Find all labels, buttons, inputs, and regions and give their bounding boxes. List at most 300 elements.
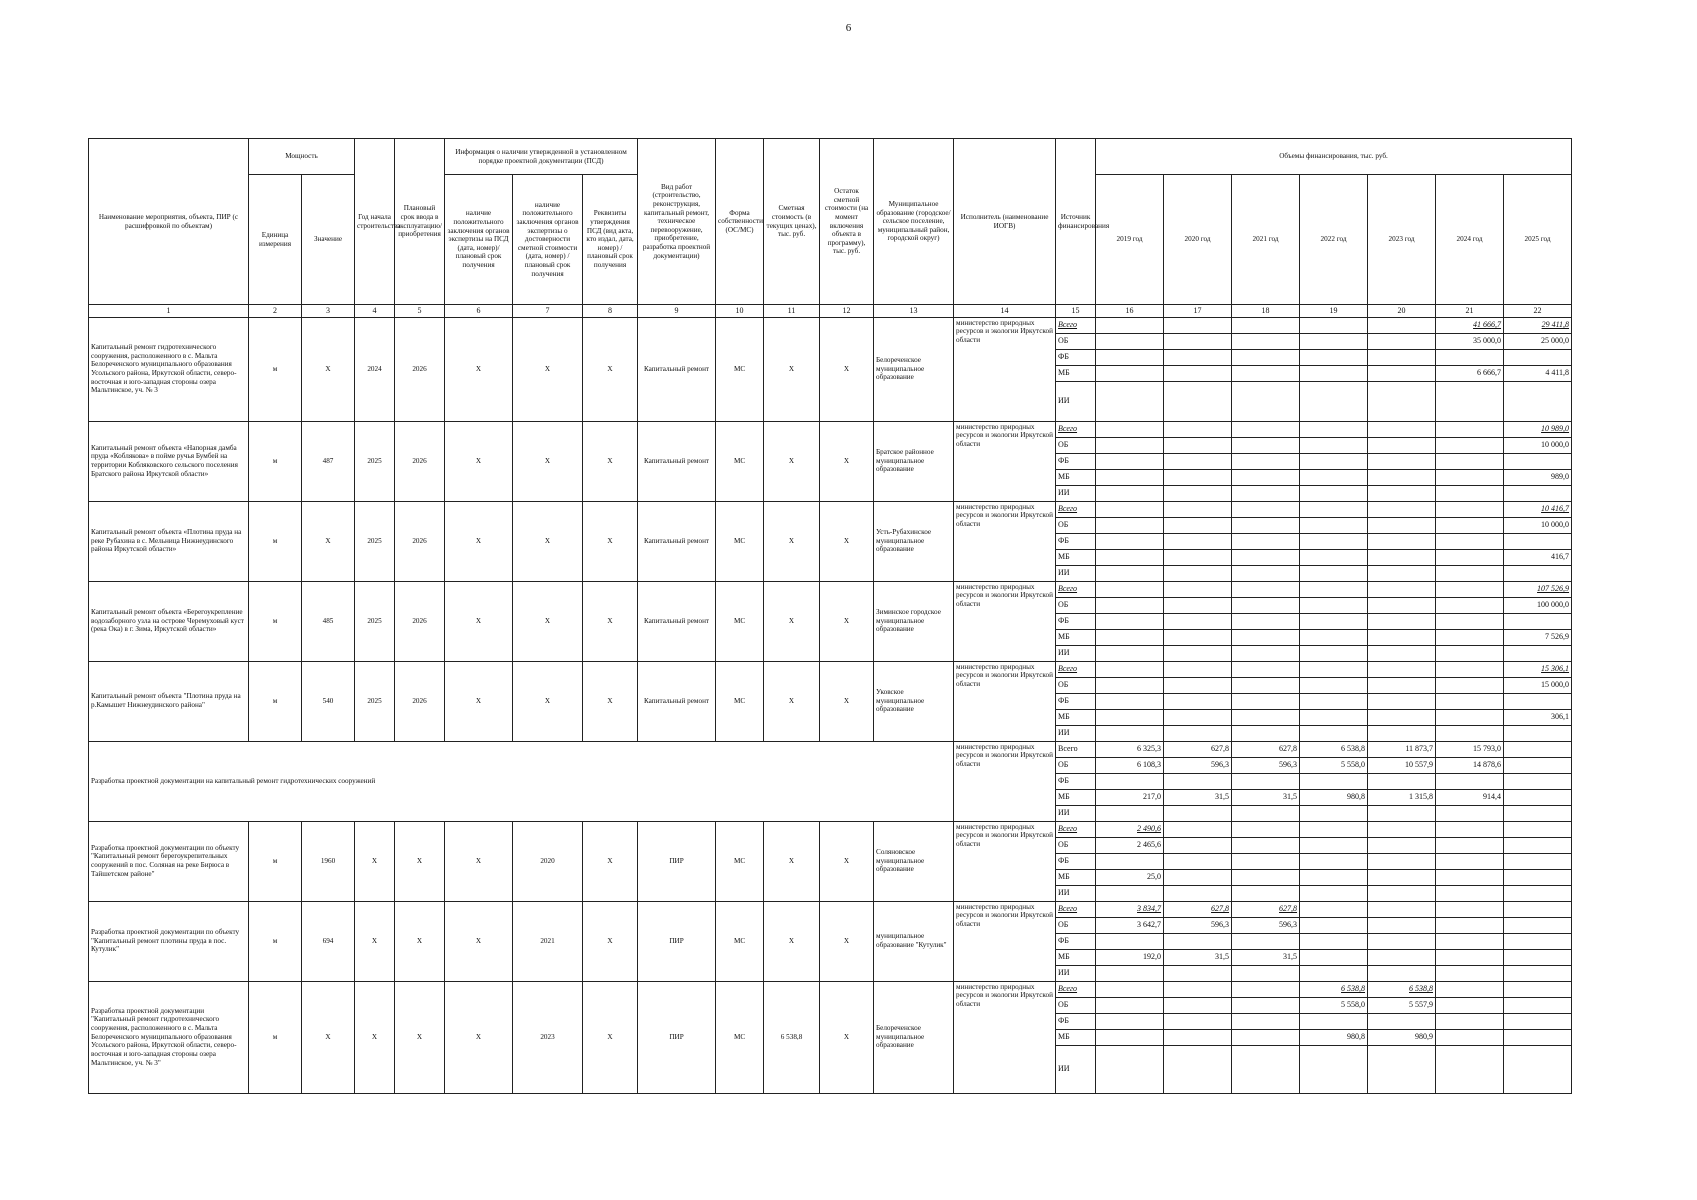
funding-value	[1164, 629, 1232, 645]
table-row	[89, 981, 1572, 997]
funding-value	[1436, 533, 1504, 549]
funding-value: 6 538,8	[1368, 981, 1436, 997]
funding-value	[1300, 805, 1368, 821]
funding-value	[1096, 581, 1164, 597]
municipality-cell: Братское районное муниципальное образование	[874, 421, 954, 501]
funding-value	[1300, 773, 1368, 789]
funding-value	[1300, 317, 1368, 333]
psd-col7-cell: Х	[513, 501, 583, 581]
psd-col7-cell: Х	[513, 317, 583, 421]
funding-value	[1300, 901, 1368, 917]
funding-value	[1096, 677, 1164, 693]
funding-value	[1436, 661, 1504, 677]
funding-value: 10 557,9	[1368, 757, 1436, 773]
object-name: Капитальный ремонт объекта «Плотина пруда на реке Рубахина в с. Мельница Нижнеудинского района Иркутской области»	[89, 501, 249, 581]
funding-value	[1164, 725, 1232, 741]
psd-col7-cell: Х	[513, 661, 583, 741]
source-label: МБ	[1056, 365, 1096, 381]
psd-col6-cell: Х	[445, 661, 513, 741]
funding-value	[1232, 437, 1300, 453]
funding-value	[1096, 517, 1164, 533]
funding-value: 627,8	[1164, 741, 1232, 757]
funding-value	[1300, 965, 1368, 981]
header-year-2025: 2025 год	[1504, 175, 1572, 305]
psd-col6-cell: Х	[445, 821, 513, 901]
object-name: Капитальный ремонт объекта "Плотина пруда на р.Камышет Нижнеудинского района"	[89, 661, 249, 741]
work-type-cell: ПИР	[638, 981, 716, 1093]
funding-value	[1300, 837, 1368, 853]
start-year-cell: 2024	[355, 317, 395, 421]
funding-value	[1164, 453, 1232, 469]
funding-value	[1232, 853, 1300, 869]
funding-value	[1368, 693, 1436, 709]
source-label: ИИ	[1056, 381, 1096, 421]
source-label: ФБ	[1056, 453, 1096, 469]
column-number: 19	[1300, 305, 1368, 318]
funding-value	[1096, 421, 1164, 437]
source-label: МБ	[1056, 629, 1096, 645]
source-label: Всего	[1056, 421, 1096, 437]
funding-value	[1164, 469, 1232, 485]
remainder-cell: Х	[820, 421, 874, 501]
funding-value	[1164, 317, 1232, 333]
column-number: 17	[1164, 305, 1232, 318]
work-type-cell: ПИР	[638, 821, 716, 901]
header-psd-info: Информация о наличии утвержденной в установленном порядке проектной документации (ПСД)	[445, 139, 638, 175]
funding-value	[1096, 709, 1164, 725]
funding-value	[1096, 333, 1164, 349]
funding-value	[1096, 613, 1164, 629]
funding-value	[1096, 1029, 1164, 1045]
funding-value	[1164, 1013, 1232, 1029]
source-label: МБ	[1056, 549, 1096, 565]
funding-value	[1436, 853, 1504, 869]
funding-value	[1368, 485, 1436, 501]
source-label: ИИ	[1056, 485, 1096, 501]
source-label: МБ	[1056, 949, 1096, 965]
funding-value	[1300, 437, 1368, 453]
header-ownership: Форма собственности (ОС/МС)	[716, 139, 764, 305]
funding-value	[1504, 1013, 1572, 1029]
funding-value	[1436, 629, 1504, 645]
funding-value	[1164, 661, 1232, 677]
funding-value	[1436, 901, 1504, 917]
funding-value	[1232, 581, 1300, 597]
funding-value	[1096, 549, 1164, 565]
funding-value	[1232, 597, 1300, 613]
unit-cell: м	[249, 317, 302, 421]
funding-value	[1232, 349, 1300, 365]
funding-value	[1096, 501, 1164, 517]
executor-cell: министерство природных ресурсов и экологии Иркутской области	[954, 581, 1056, 661]
funding-value	[1096, 1045, 1164, 1093]
funding-value	[1368, 421, 1436, 437]
funding-value	[1232, 549, 1300, 565]
header-work-type: Вид работ (строительство, реконструкция, капитальный ремонт, техническое перевооружение, приобретение, разработка проектной документации)	[638, 139, 716, 305]
funding-value	[1368, 629, 1436, 645]
column-number: 18	[1232, 305, 1300, 318]
header-executor: Исполнитель (наименование ИОГВ)	[954, 139, 1056, 305]
column-number: 13	[874, 305, 954, 318]
source-label: МБ	[1056, 709, 1096, 725]
funding-value: 3 642,7	[1096, 917, 1164, 933]
funding-value	[1300, 853, 1368, 869]
funding-value	[1300, 917, 1368, 933]
funding-value	[1164, 613, 1232, 629]
funding-value	[1436, 549, 1504, 565]
header-municipality: Муниципальное образование (городское/сельское поселение, муниципальный район, городской округ)	[874, 139, 954, 305]
funding-value	[1164, 773, 1232, 789]
object-name: Капитальный ремонт объекта «Напорная дамба пруда «Коблякова» в пойме ручья Бумбей на территории Кобляковского сельского поселения Братского района Иркутской области»	[89, 421, 249, 501]
funding-value	[1232, 533, 1300, 549]
funding-value	[1368, 613, 1436, 629]
source-label: МБ	[1056, 789, 1096, 805]
ownership-cell: МС	[716, 317, 764, 421]
source-label: ОБ	[1056, 837, 1096, 853]
unit-cell: м	[249, 581, 302, 661]
table-row	[89, 501, 1572, 517]
funding-value	[1436, 709, 1504, 725]
funding-value: 4 411,8	[1504, 365, 1572, 381]
funding-value: 2 465,6	[1096, 837, 1164, 853]
column-number: 6	[445, 305, 513, 318]
funding-value	[1436, 869, 1504, 885]
funding-value	[1096, 365, 1164, 381]
funding-value	[1368, 381, 1436, 421]
funding-value	[1436, 837, 1504, 853]
unit-cell: м	[249, 501, 302, 581]
funding-value	[1300, 581, 1368, 597]
table-row	[89, 581, 1572, 597]
source-label: Всего	[1056, 581, 1096, 597]
funding-value	[1232, 677, 1300, 693]
funding-value	[1436, 773, 1504, 789]
funding-value	[1232, 1013, 1300, 1029]
funding-value: 627,8	[1164, 901, 1232, 917]
funding-value	[1436, 437, 1504, 453]
estimate-cell: Х	[764, 661, 820, 741]
source-label: ОБ	[1056, 333, 1096, 349]
value-cell: Х	[302, 981, 355, 1093]
funding-value	[1300, 453, 1368, 469]
column-number: 11	[764, 305, 820, 318]
column-number: 1	[89, 305, 249, 318]
funding-value	[1232, 869, 1300, 885]
header-remainder: Остаток сметной стоимости (на момент включения объекта в программу), тыс. руб.	[820, 139, 874, 305]
psd-col6-cell: Х	[445, 981, 513, 1093]
psd-col8-cell: Х	[583, 981, 638, 1093]
funding-value	[1164, 805, 1232, 821]
funding-value	[1164, 869, 1232, 885]
funding-value	[1368, 821, 1436, 837]
funding-value	[1300, 333, 1368, 349]
header-psd-col7: наличие положительного заключения органов экспертизы о достоверности сметной стоимости (дата, номер) / плановый срок получения	[513, 175, 583, 305]
funding-value	[1164, 677, 1232, 693]
funding-value	[1232, 645, 1300, 661]
header-funding: Объемы финансирования, тыс. руб.	[1096, 139, 1572, 175]
funding-value	[1504, 837, 1572, 853]
funding-value	[1300, 725, 1368, 741]
municipality-cell: Белореченское муниципальное образование	[874, 981, 954, 1093]
funding-value	[1232, 997, 1300, 1013]
funding-value: 217,0	[1096, 789, 1164, 805]
funding-value	[1164, 349, 1232, 365]
funding-value	[1436, 677, 1504, 693]
source-label: ФБ	[1056, 933, 1096, 949]
section-title: Разработка проектной документации на капитальный ремонт гидротехнических сооружений	[89, 741, 954, 821]
psd-col8-cell: Х	[583, 317, 638, 421]
funding-value	[1300, 549, 1368, 565]
funding-value	[1232, 805, 1300, 821]
funding-value	[1504, 453, 1572, 469]
funding-value	[1232, 693, 1300, 709]
column-number: 14	[954, 305, 1056, 318]
source-label: ФБ	[1056, 613, 1096, 629]
funding-value	[1436, 821, 1504, 837]
funding-value	[1504, 381, 1572, 421]
funding-value	[1164, 381, 1232, 421]
funding-value: 989,0	[1504, 469, 1572, 485]
column-number: 12	[820, 305, 874, 318]
funding-value	[1164, 517, 1232, 533]
funding-value	[1300, 933, 1368, 949]
object-name: Капитальный ремонт гидротехнического сооружения, расположенного в с. Мальта Белореченского муниципального образования Усольского района, Иркутской области, северо-восточная и юго-западная стороны озера Мальтинское, уч. № 3	[89, 317, 249, 421]
funding-value: 914,4	[1436, 789, 1504, 805]
column-number: 7	[513, 305, 583, 318]
source-label: ОБ	[1056, 997, 1096, 1013]
funding-value: 3 834,7	[1096, 901, 1164, 917]
psd-col7-cell: Х	[513, 421, 583, 501]
funding-value	[1096, 661, 1164, 677]
executor-cell: министерство природных ресурсов и экологии Иркутской области	[954, 981, 1056, 1093]
source-label: Всего	[1056, 317, 1096, 333]
funding-value	[1368, 349, 1436, 365]
funding-value	[1504, 917, 1572, 933]
object-name: Капитальный ремонт объекта «Берегоукрепление водозаборного узла на острове Черемуховый куст (река Ока) в г. Зима, Иркутской области»	[89, 581, 249, 661]
source-label: ФБ	[1056, 853, 1096, 869]
funding-value: 31,5	[1232, 789, 1300, 805]
value-cell: 487	[302, 421, 355, 501]
psd-col8-cell: Х	[583, 821, 638, 901]
work-type-cell: ПИР	[638, 901, 716, 981]
header-psd-col8: Реквизиты утверждения ПСД (вид акта, кто издал, дата, номер) / плановый срок получения	[583, 175, 638, 305]
source-label: ИИ	[1056, 885, 1096, 901]
funding-value	[1232, 333, 1300, 349]
funding-value	[1096, 885, 1164, 901]
funding-value	[1368, 437, 1436, 453]
funding-value: 192,0	[1096, 949, 1164, 965]
unit-cell: м	[249, 981, 302, 1093]
source-label: МБ	[1056, 869, 1096, 885]
funding-value	[1096, 453, 1164, 469]
funding-value	[1436, 981, 1504, 997]
funding-value: 306,1	[1504, 709, 1572, 725]
funding-value	[1164, 1045, 1232, 1093]
remainder-cell: Х	[820, 981, 874, 1093]
column-number: 4	[355, 305, 395, 318]
funding-value	[1164, 933, 1232, 949]
header-capacity: Мощность	[249, 139, 355, 175]
funding-value	[1164, 837, 1232, 853]
executor-cell: министерство природных ресурсов и экологии Иркутской области	[954, 821, 1056, 901]
funding-value	[1504, 613, 1572, 629]
funding-value	[1164, 501, 1232, 517]
value-cell: 540	[302, 661, 355, 741]
funding-value	[1368, 933, 1436, 949]
funding-value: 10 000,0	[1504, 517, 1572, 533]
funding-value: 41 666,7	[1436, 317, 1504, 333]
funding-value	[1232, 317, 1300, 333]
funding-value	[1232, 381, 1300, 421]
funding-value	[1300, 517, 1368, 533]
funding-value	[1504, 725, 1572, 741]
source-label: ИИ	[1056, 645, 1096, 661]
psd-col8-cell: Х	[583, 421, 638, 501]
estimate-cell: Х	[764, 821, 820, 901]
funding-value: 6 325,3	[1096, 741, 1164, 757]
municipality-cell: муниципальное образование "Кутулик"	[874, 901, 954, 981]
source-label: ФБ	[1056, 533, 1096, 549]
funding-value: 31,5	[1164, 789, 1232, 805]
funding-value: 6 666,7	[1436, 365, 1504, 381]
source-label: ИИ	[1056, 965, 1096, 981]
funding-value	[1096, 853, 1164, 869]
funding-value	[1232, 661, 1300, 677]
funding-value	[1232, 885, 1300, 901]
funding-value	[1436, 917, 1504, 933]
source-label: Всего	[1056, 821, 1096, 837]
unit-cell: м	[249, 421, 302, 501]
funding-value	[1504, 533, 1572, 549]
funding-value	[1232, 565, 1300, 581]
header-source: Источник финансирования	[1056, 139, 1096, 305]
funding-value	[1096, 725, 1164, 741]
source-label: Всего	[1056, 741, 1096, 757]
work-type-cell: Капитальный ремонт	[638, 581, 716, 661]
financing-table	[88, 138, 1572, 1094]
object-name: Разработка проектной документации по объекту "Капитальный ремонт берегоукрепительных сооружений в пос. Соляная на реке Бирюса в Тайшетском районе"	[89, 821, 249, 901]
source-label: ОБ	[1056, 677, 1096, 693]
funding-value	[1368, 365, 1436, 381]
municipality-cell: Уковское муниципальное образование	[874, 661, 954, 741]
funding-value	[1504, 933, 1572, 949]
funding-value	[1368, 453, 1436, 469]
psd-col6-cell: Х	[445, 581, 513, 661]
funding-value	[1300, 1045, 1368, 1093]
estimate-cell: Х	[764, 501, 820, 581]
executor-cell: министерство природных ресурсов и экологии Иркутской области	[954, 661, 1056, 741]
funding-value	[1300, 1013, 1368, 1029]
executor-cell: министерство природных ресурсов и экологии Иркутской области	[954, 317, 1056, 421]
funding-value: 100 000,0	[1504, 597, 1572, 613]
municipality-cell: Усть-Рубахинское муниципальное образование	[874, 501, 954, 581]
funding-value	[1436, 725, 1504, 741]
column-number: 3	[302, 305, 355, 318]
funding-value	[1504, 741, 1572, 757]
value-cell: 1960	[302, 821, 355, 901]
funding-value	[1232, 453, 1300, 469]
funding-value	[1504, 965, 1572, 981]
funding-value: 6 108,3	[1096, 757, 1164, 773]
header-name: Наименование мероприятия, объекта, ПИР (с расшифровкой по объектам)	[89, 139, 249, 305]
remainder-cell: Х	[820, 661, 874, 741]
funding-value	[1300, 485, 1368, 501]
funding-value: 6 538,8	[1300, 981, 1368, 997]
funding-value	[1436, 965, 1504, 981]
funding-value	[1300, 469, 1368, 485]
funding-value	[1368, 565, 1436, 581]
column-number: 15	[1056, 305, 1096, 318]
funding-value: 5 557,9	[1368, 997, 1436, 1013]
funding-value	[1504, 645, 1572, 661]
ownership-cell: МС	[716, 661, 764, 741]
funding-value	[1436, 805, 1504, 821]
funding-value	[1368, 581, 1436, 597]
funding-value	[1300, 365, 1368, 381]
ownership-cell: МС	[716, 501, 764, 581]
ownership-cell: МС	[716, 821, 764, 901]
psd-col6-cell: Х	[445, 421, 513, 501]
estimate-cell: Х	[764, 317, 820, 421]
funding-value: 5 558,0	[1300, 757, 1368, 773]
funding-value	[1164, 709, 1232, 725]
funding-value	[1368, 725, 1436, 741]
source-label: Всего	[1056, 981, 1096, 997]
funding-value	[1096, 565, 1164, 581]
work-type-cell: Капитальный ремонт	[638, 661, 716, 741]
remainder-cell: Х	[820, 501, 874, 581]
estimate-cell: Х	[764, 901, 820, 981]
funding-value	[1436, 581, 1504, 597]
ownership-cell: МС	[716, 901, 764, 981]
funding-value: 596,3	[1164, 757, 1232, 773]
funding-value	[1096, 933, 1164, 949]
funding-value: 35 000,0	[1436, 333, 1504, 349]
unit-cell: м	[249, 901, 302, 981]
funding-value	[1368, 917, 1436, 933]
funding-value	[1368, 1013, 1436, 1029]
funding-value	[1232, 469, 1300, 485]
funding-value: 596,3	[1164, 917, 1232, 933]
end-year-cell: 2026	[395, 421, 445, 501]
funding-value: 10 000,0	[1504, 437, 1572, 453]
source-label: Всего	[1056, 661, 1096, 677]
unit-cell: м	[249, 661, 302, 741]
funding-value	[1164, 437, 1232, 453]
funding-value	[1368, 869, 1436, 885]
funding-value	[1436, 597, 1504, 613]
header-value: Значение	[302, 175, 355, 305]
funding-value: 596,3	[1232, 917, 1300, 933]
funding-value: 11 873,7	[1368, 741, 1436, 757]
funding-value	[1232, 773, 1300, 789]
funding-value	[1368, 469, 1436, 485]
funding-value: 25,0	[1096, 869, 1164, 885]
column-number: 2	[249, 305, 302, 318]
source-label: Всего	[1056, 901, 1096, 917]
funding-value	[1232, 933, 1300, 949]
funding-value	[1368, 853, 1436, 869]
funding-value	[1096, 981, 1164, 997]
funding-value	[1504, 485, 1572, 501]
funding-value	[1164, 333, 1232, 349]
funding-value	[1368, 901, 1436, 917]
funding-value	[1504, 805, 1572, 821]
funding-value: 25 000,0	[1504, 333, 1572, 349]
funding-value	[1504, 565, 1572, 581]
page-number: 6	[845, 22, 852, 34]
estimate-cell: Х	[764, 421, 820, 501]
